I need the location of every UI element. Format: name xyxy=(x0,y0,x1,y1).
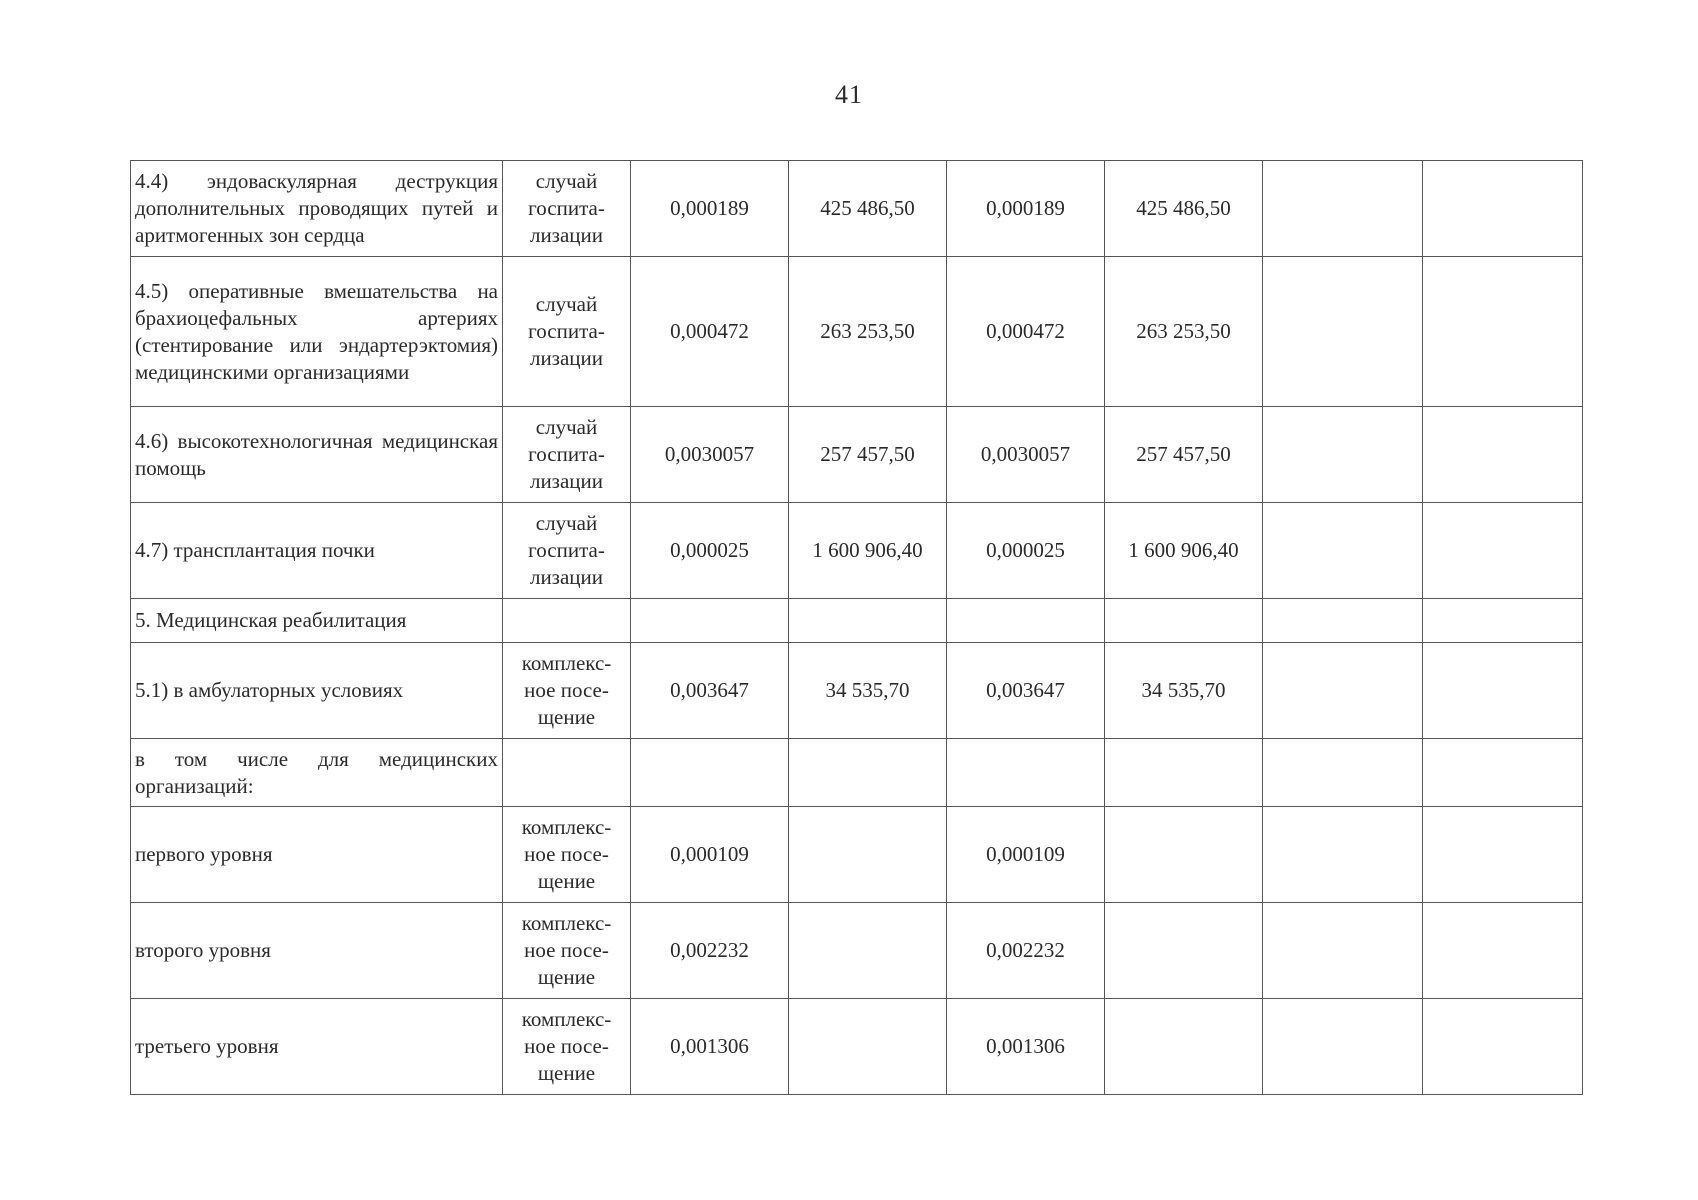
value-cell xyxy=(1263,503,1423,599)
row-name: второго уровня xyxy=(131,903,503,999)
row-name: первого уровня xyxy=(131,807,503,903)
value-cell: 257 457,50 xyxy=(1105,407,1263,503)
value-cell: 0,0030057 xyxy=(631,407,789,503)
row-name: третьего уровня xyxy=(131,999,503,1095)
value-cell xyxy=(947,739,1105,807)
value-cell xyxy=(1423,257,1583,407)
value-cell: 0,000189 xyxy=(947,161,1105,257)
value-cell: 0,002232 xyxy=(947,903,1105,999)
value-cell xyxy=(1423,503,1583,599)
value-cell: 257 457,50 xyxy=(789,407,947,503)
value-cell xyxy=(631,739,789,807)
row-name: 4.6) высокотехнологичная медицинская помощь xyxy=(131,407,503,503)
value-cell: 0,000189 xyxy=(631,161,789,257)
value-cell xyxy=(1423,643,1583,739)
unit-cell: случай госпита-лизации xyxy=(503,257,631,407)
row-name: 5.1) в амбулаторных условиях xyxy=(131,643,503,739)
unit-cell xyxy=(503,739,631,807)
value-cell xyxy=(1263,903,1423,999)
value-cell xyxy=(1263,999,1423,1095)
unit-cell: комплекс-ное посе-щение xyxy=(503,643,631,739)
table-row xyxy=(131,257,1583,407)
value-cell xyxy=(1263,739,1423,807)
value-cell xyxy=(1423,903,1583,999)
row-name: 4.4) эндоваскулярная деструкция дополнительных проводящих путей и аритмогенных зон сердца xyxy=(131,161,503,257)
value-cell xyxy=(631,599,789,643)
table-row xyxy=(131,739,1583,807)
value-cell: 34 535,70 xyxy=(1105,643,1263,739)
value-cell xyxy=(1423,161,1583,257)
value-cell: 0,000109 xyxy=(947,807,1105,903)
value-cell: 0,000109 xyxy=(631,807,789,903)
value-cell xyxy=(1263,407,1423,503)
value-cell xyxy=(1423,599,1583,643)
value-cell: 425 486,50 xyxy=(789,161,947,257)
unit-cell: комплекс-ное посе-щение xyxy=(503,807,631,903)
unit-cell: случай госпита-лизации xyxy=(503,161,631,257)
table-row xyxy=(131,161,1583,257)
value-cell: 1 600 906,40 xyxy=(789,503,947,599)
value-cell xyxy=(1423,739,1583,807)
value-cell xyxy=(947,599,1105,643)
page-number: 41 xyxy=(835,80,863,109)
value-cell xyxy=(1105,599,1263,643)
value-cell: 0,000472 xyxy=(631,257,789,407)
value-cell: 0,000472 xyxy=(947,257,1105,407)
value-cell xyxy=(1105,739,1263,807)
value-cell: 1 600 906,40 xyxy=(1105,503,1263,599)
value-cell: 0,003647 xyxy=(631,643,789,739)
table-row xyxy=(131,999,1583,1095)
table-row xyxy=(131,643,1583,739)
value-cell: 0,003647 xyxy=(947,643,1105,739)
value-cell: 0,001306 xyxy=(947,999,1105,1095)
value-cell: 34 535,70 xyxy=(789,643,947,739)
table-row xyxy=(131,407,1583,503)
value-cell xyxy=(1263,599,1423,643)
value-cell xyxy=(1263,257,1423,407)
row-name: в том числе для медицинских организаций: xyxy=(131,739,503,807)
value-cell xyxy=(1263,807,1423,903)
value-cell: 0,000025 xyxy=(947,503,1105,599)
value-cell xyxy=(1423,807,1583,903)
value-cell: 0,001306 xyxy=(631,999,789,1095)
table-row xyxy=(131,599,1583,643)
unit-cell: случай госпита-лизации xyxy=(503,407,631,503)
value-cell xyxy=(789,999,947,1095)
row-name: 4.7) трансплантация почки xyxy=(131,503,503,599)
value-cell xyxy=(1263,161,1423,257)
value-cell xyxy=(1423,407,1583,503)
row-name: 4.5) оперативные вмешательства на брахиоцефальных артериях (стентирование или эндартерэктомия) медицинскими организациями xyxy=(131,257,503,407)
value-cell: 0,000025 xyxy=(631,503,789,599)
value-cell: 0,0030057 xyxy=(947,407,1105,503)
value-cell xyxy=(789,807,947,903)
value-cell xyxy=(789,599,947,643)
value-cell xyxy=(1423,999,1583,1095)
row-name: 5. Медицинская реабилитация xyxy=(131,599,503,643)
table-row xyxy=(131,503,1583,599)
value-cell: 0,002232 xyxy=(631,903,789,999)
unit-cell: комплекс-ное посе-щение xyxy=(503,999,631,1095)
value-cell: 263 253,50 xyxy=(789,257,947,407)
value-cell xyxy=(789,739,947,807)
value-cell xyxy=(1105,807,1263,903)
unit-cell: случай госпита-лизации xyxy=(503,503,631,599)
value-cell xyxy=(1105,999,1263,1095)
unit-cell: комплекс-ное посе-щение xyxy=(503,903,631,999)
value-cell xyxy=(789,903,947,999)
value-cell xyxy=(1105,903,1263,999)
table-row xyxy=(131,807,1583,903)
value-cell: 425 486,50 xyxy=(1105,161,1263,257)
table-row xyxy=(131,903,1583,999)
value-cell xyxy=(1263,643,1423,739)
data-table xyxy=(130,160,1583,1095)
value-cell: 263 253,50 xyxy=(1105,257,1263,407)
unit-cell xyxy=(503,599,631,643)
